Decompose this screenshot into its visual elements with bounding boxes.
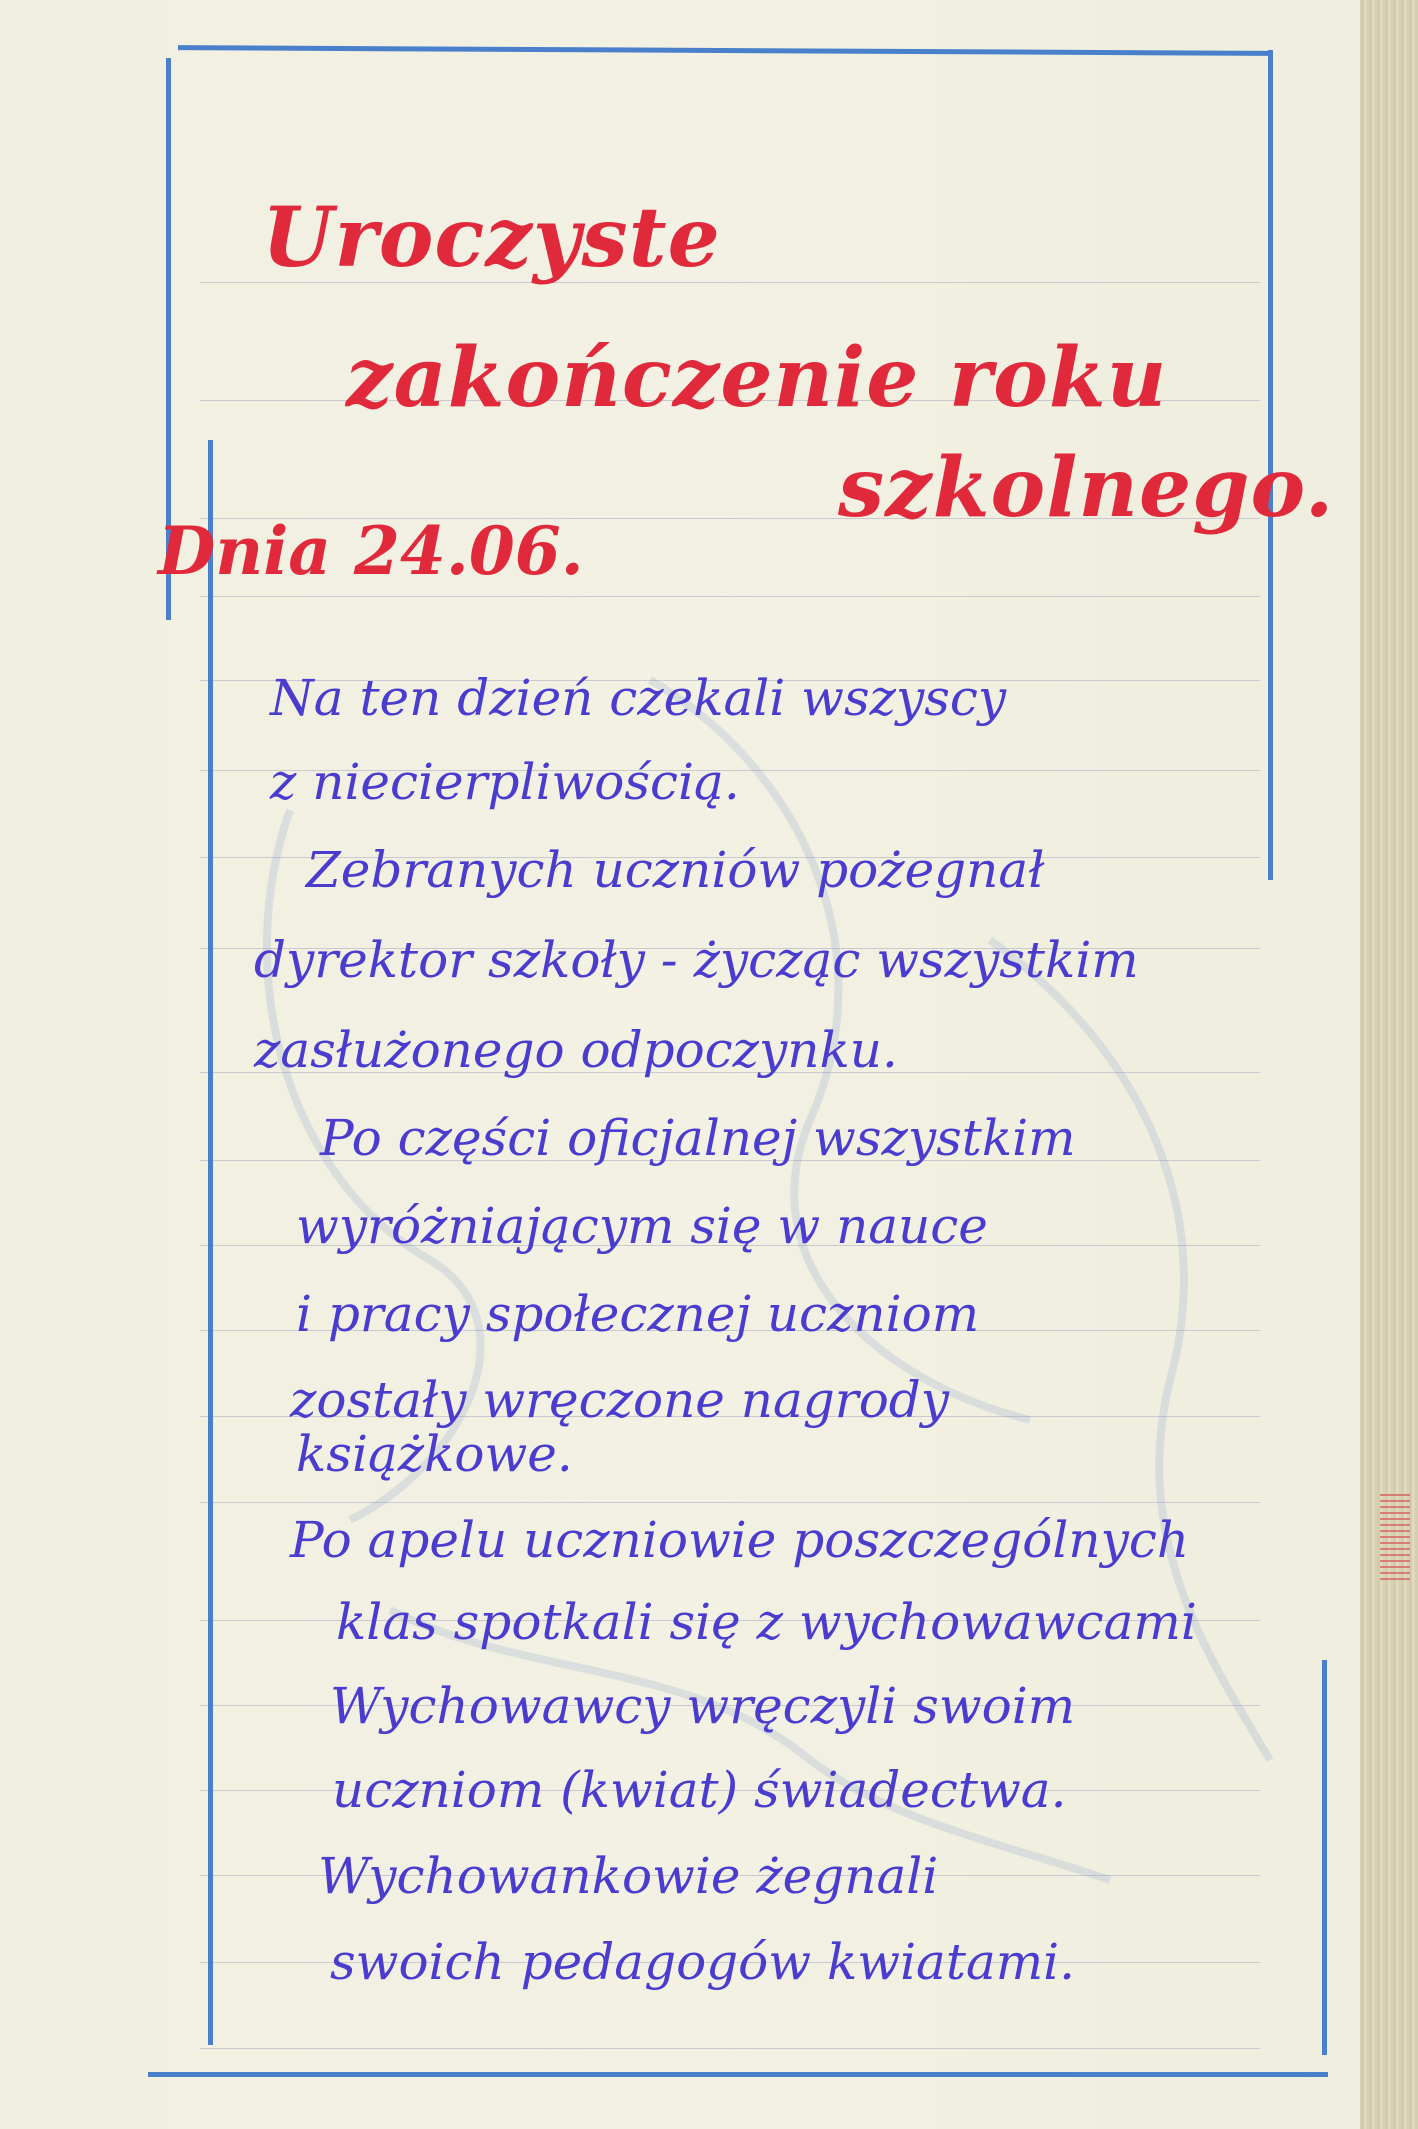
title-line-3: szkolnego.	[838, 440, 1335, 536]
body-line: dyrektor szkoły - życząc wszystkim	[254, 931, 1139, 989]
body-line: Zebranych uczniów pożegnał	[306, 841, 1045, 899]
frame-right-lower	[1322, 1660, 1327, 2055]
title-line-2: zakończenie roku	[346, 330, 1168, 426]
title-line-1: Uroczyste	[262, 190, 721, 286]
frame-left-lower	[208, 440, 213, 2045]
body-line: klas spotkali się z wychowawcami	[336, 1593, 1197, 1651]
body-line: z niecierpliwością.	[270, 753, 740, 811]
title-block	[0, 0, 1360, 600]
body-line: swoich pedagogów kwiatami.	[330, 1933, 1076, 1991]
body-line: Wychowankowie żegnali	[318, 1847, 939, 1905]
body-line: wyróżniającym się w nauce	[296, 1197, 988, 1255]
body-line: Po apelu uczniowie poszczególnych	[290, 1511, 1190, 1569]
ruled-line	[200, 1502, 1260, 1503]
body-line: uczniom (kwiat) świadectwa.	[332, 1761, 1067, 1819]
body-line: Po części oficjalnej wszystkim	[320, 1109, 1076, 1167]
book-page-edges	[1360, 0, 1418, 2129]
body-line: Wychowawcy wręczyli swoim	[330, 1677, 1076, 1735]
date-line: Dnia 24.06.	[158, 512, 584, 590]
frame-bottom	[148, 2072, 1328, 2077]
body-line: i pracy społecznej uczniom	[296, 1285, 980, 1343]
body-line: zostały wręczone nagrody	[290, 1371, 950, 1429]
page-edge-marking	[1380, 1490, 1410, 1580]
body-line: zasłużonego odpoczynku.	[254, 1021, 898, 1079]
body-line: książkowe.	[296, 1425, 573, 1483]
body-line: Na ten dzień czekali wszyscy	[270, 669, 1007, 727]
ruled-line	[200, 2048, 1260, 2049]
